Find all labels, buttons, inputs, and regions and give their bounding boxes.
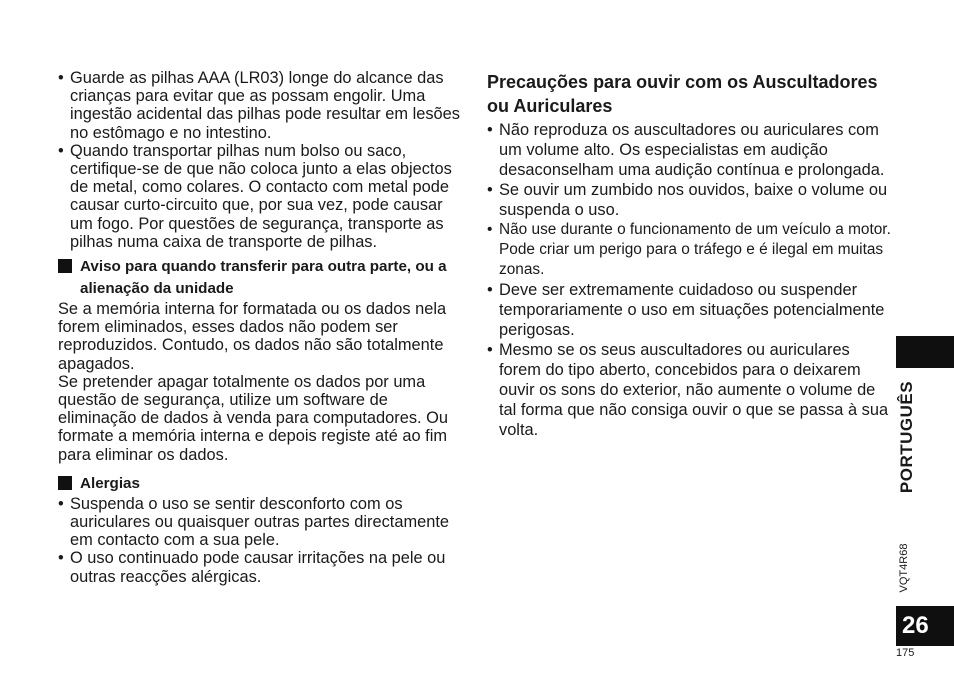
allergy-section-heading-text: Alergias bbox=[80, 474, 140, 492]
right-column bbox=[487, 70, 891, 440]
model-code bbox=[895, 536, 913, 600]
language-tab-bar bbox=[896, 336, 954, 368]
footer-number: 175 bbox=[896, 647, 915, 659]
list-item: • Não reproduza os auscultadores ou auriculares com um volume alto. Os especialistas em audição desaconselham uma audição contínua e prolongada. bbox=[487, 120, 891, 180]
transfer-paragraph: Se pretender apagar totalmente os dados por uma questão de segurança, utilize um software de eliminação de dados à venda para computadores. Ou formate a memória interna e depois registe até ao fim para eliminar os dados. bbox=[58, 372, 448, 464]
language-label-text: PORTUGUÊS bbox=[897, 380, 916, 494]
model-code-text: VQT4R68 bbox=[898, 543, 910, 593]
language-label bbox=[895, 372, 919, 502]
headphone-precautions-list bbox=[487, 120, 891, 440]
headphone-precautions-title: Precauções para ouvir com os Auscultadores ou Auriculares bbox=[487, 72, 878, 116]
allergy-list bbox=[58, 495, 462, 586]
list-item: • Mesmo se os seus auscultadores ou auriculares forem do tipo aberto, concebidos para o deixarem ouvir os sons do exterior, não aumente o volume de tal forma que não consiga ouvir o que se passa à sua volta. bbox=[487, 340, 891, 440]
list-item: • O uso continuado pode causar irritações na pele ou outras reacções alérgicas. bbox=[58, 549, 462, 585]
transfer-paragraph: Se a memória interna for formatada ou os dados nela forem eliminados, esses dados não podem ser reproduzidos. Contudo, os dados não são totalmente apagados. bbox=[58, 300, 447, 373]
list-item: • Suspenda o uso se sentir desconforto com os auriculares ou quaisquer outras partes directamente em contacto com a sua pele. bbox=[58, 495, 462, 550]
transfer-section-heading bbox=[58, 256, 462, 300]
list-item: • Quando transportar pilhas num bolso ou saco, certifique-se de que não coloca junto a elas objectos de metal, como colares. O contacto com metal pode causar curto-circuito que, por sua vez, pode causar um fogo. Por questões de segurança, transporte as pilhas numa caixa de transporte de pilhas. bbox=[58, 142, 462, 251]
page-number: 26 bbox=[896, 606, 954, 646]
square-bullet-icon bbox=[58, 259, 72, 273]
left-column bbox=[58, 69, 462, 586]
square-bullet-icon bbox=[58, 476, 72, 490]
battery-warnings-list bbox=[58, 69, 462, 251]
list-item: • Deve ser extremamente cuidadoso ou suspender temporariamente o uso em situações potencialmente perigosas. bbox=[487, 280, 891, 340]
list-item: • Se ouvir um zumbido nos ouvidos, baixe o volume ou suspenda o uso. bbox=[487, 180, 891, 220]
list-item: • Guarde as pilhas AAA (LR03) longe do alcance das crianças para evitar que as possam engolir. Uma ingestão acidental das pilhas pode resultar em lesões no estômago e no intestino. bbox=[58, 69, 462, 142]
list-item: • Não use durante o funcionamento de um veículo a motor. Pode criar um perigo para o tráfego e é ilegal em muitas zonas. bbox=[487, 220, 891, 280]
allergy-section-heading bbox=[58, 473, 462, 495]
transfer-section-heading-text: Aviso para quando transferir para outra parte, ou a alienação da unidade bbox=[80, 258, 447, 298]
